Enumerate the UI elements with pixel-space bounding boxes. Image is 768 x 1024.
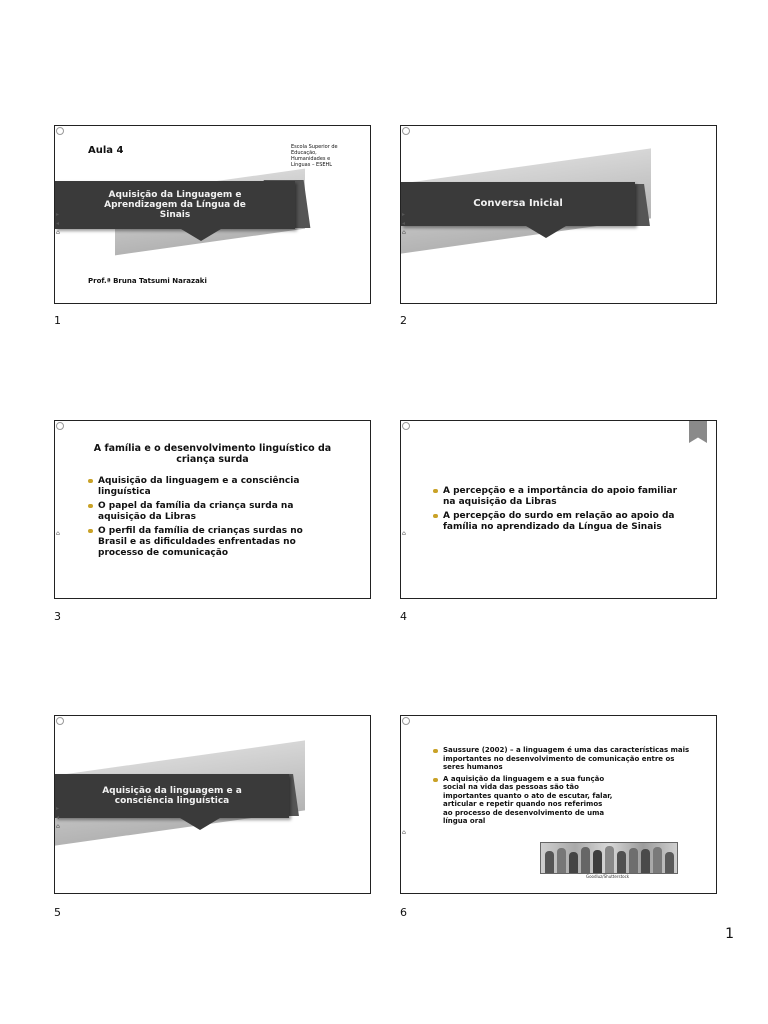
- slide-side-marks: ▸ ◂ ⌂: [56, 211, 60, 236]
- person-figure: [593, 850, 602, 873]
- slide-side-marks: ⌂: [402, 530, 406, 537]
- slide-corner-icon: [402, 717, 410, 725]
- person-figure: [641, 849, 650, 873]
- slide-corner-icon: [402, 127, 410, 135]
- list-item: Aquisição da linguagem e a consciência linguística: [88, 476, 313, 498]
- slide-corner-icon: [56, 127, 64, 135]
- person-figure: [545, 851, 554, 873]
- person-figure: [569, 852, 578, 873]
- slide-side-marks: ▸ ◂ ⌂: [56, 805, 60, 830]
- banner-tail-shape: [181, 229, 221, 241]
- list-item: O perfil da família de crianças surdas no Brasil e as dificuldades enfrentadas no processo de comunicação: [88, 526, 313, 559]
- slide-side-marks: ⌂: [402, 829, 406, 836]
- slide-1-institution: Escola Superior de Educação, Humanidades e Línguas – ESEHL: [291, 144, 338, 168]
- slide-corner-icon: [402, 422, 410, 430]
- slide-1-footer: Prof.ª Bruna Tatsumi Narazaki: [88, 277, 207, 285]
- slide-3: [54, 420, 371, 599]
- people-photo: [540, 842, 678, 874]
- slide-4: [400, 420, 717, 599]
- slide-side-marks: ⌂: [56, 530, 60, 537]
- slide-6-number: 6: [400, 906, 407, 919]
- slide-2-banner: Conversa Inicial: [401, 182, 635, 226]
- banner-tail-shape: [180, 818, 220, 830]
- slide-1-number: 1: [54, 314, 61, 327]
- slide-corner-icon: [56, 717, 64, 725]
- list-item: Saussure (2002) – a linguagem é uma das características mais importantes no desenvolvimento de comunicação entre os seres humanos: [433, 746, 693, 772]
- slide-3-bullet-list: [88, 476, 313, 562]
- slide-4-bullet-list: [433, 486, 688, 536]
- slide-2-number: 2: [400, 314, 407, 327]
- slide-5-number: 5: [54, 906, 61, 919]
- slide-1: [54, 125, 371, 304]
- slide-6-bullet-list: [433, 746, 693, 829]
- slide-corner-icon: [56, 422, 64, 430]
- page-number: 1: [725, 926, 734, 942]
- slide-3-number: 3: [54, 610, 61, 623]
- photo-credit: Goodluz/Shutterstock: [586, 874, 630, 879]
- slide-1-top-label: Aula 4: [88, 145, 124, 156]
- slide-3-title: A família e o desenvolvimento linguístico da criança surda: [93, 443, 332, 465]
- list-item: O papel da família da criança surda na aquisição da Libras: [88, 501, 313, 523]
- banner-tail-shape: [526, 226, 566, 238]
- list-item: A percepção e a importância do apoio familiar na aquisição da Libras: [433, 486, 688, 508]
- list-item: A aquisição da linguagem e a sua função social na vida das pessoas são tão importantes quanto o ato de escutar, falar, articular e repetir quando nos referimos ao processo de desenvolvimento de uma língua oral: [433, 775, 613, 826]
- slide-5-banner: Aquisição da linguagem e a consciência linguística: [55, 774, 289, 818]
- slide-1-banner: Aquisição da Linguagem e Aprendizagem da Língua de Sinais: [55, 181, 295, 229]
- person-figure: [665, 852, 674, 873]
- slide-2: [400, 125, 717, 304]
- person-figure: [617, 851, 626, 873]
- person-figure: [605, 846, 614, 873]
- person-figure: [629, 848, 638, 873]
- person-figure: [653, 847, 662, 873]
- person-figure: [557, 848, 566, 873]
- bookmark-icon: [689, 421, 707, 443]
- person-figure: [581, 847, 590, 873]
- slide-6: [400, 715, 717, 894]
- slide-4-number: 4: [400, 610, 407, 623]
- slide-side-marks: ▸ ◂ ⌂: [402, 211, 406, 236]
- list-item: A percepção do surdo em relação ao apoio da família no aprendizado da Língua de Sinais: [433, 511, 688, 533]
- slide-5: [54, 715, 371, 894]
